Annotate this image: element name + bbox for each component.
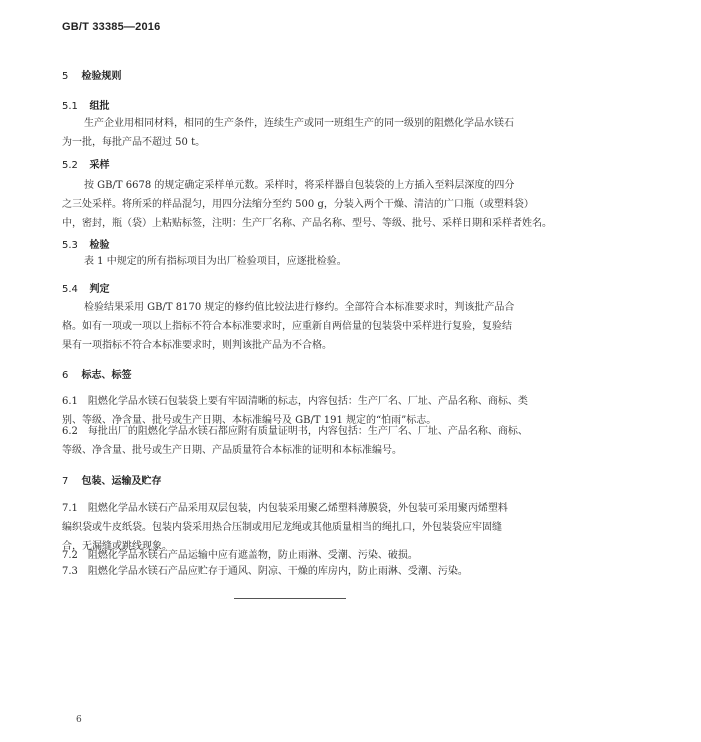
section-5-heading	[62, 67, 121, 82]
text-line: 果有一项指标不符合本标准要求时，则判该批产品为不合格。	[62, 340, 332, 351]
standard-code: GB/T 33385—2016	[62, 21, 161, 33]
page-number: 6	[76, 715, 82, 725]
text-line: 等级、净含量、批号或生产日期、产品质量符合本标准的证明和本标准编号。	[62, 445, 402, 456]
section-7-3-body	[62, 562, 634, 581]
text-line: 之三处采样。将所采的样品混匀，用四分法缩分至约 500 g，分装入两个干燥、清洁的广口瓶（或塑料袋）	[62, 199, 534, 210]
section-5-2-heading	[62, 156, 109, 171]
text-line: 检验结果采用 GB/T 8170 规定的修约值比较法进行修约。全部符合本标准要求时，判该批产品合	[84, 302, 515, 313]
end-rule	[234, 598, 346, 599]
text-line: 合，无漏缝或跳线现象。	[62, 541, 172, 552]
section-title: 包装、运输及贮存	[81, 476, 162, 487]
text-line: 编织袋或牛皮纸袋。包装内袋采用热合压制或用尼龙绳或其他质量相当的绳扎口，外包装袋应牢固缝	[62, 522, 502, 533]
section-5-4-heading	[62, 280, 109, 295]
section-5-4-body	[62, 298, 634, 355]
section-number: 5.3	[62, 240, 78, 251]
section-5-3-body	[62, 252, 634, 271]
section-5-1-body	[62, 114, 634, 152]
section-title: 检验规则	[81, 71, 122, 82]
section-title: 判定	[89, 284, 110, 295]
section-number: 5.4	[62, 284, 78, 295]
text-line: 生产企业用相同材料，相同的生产条件，连续生产或同一班组生产的同一级别的阻燃化学品水镁石	[84, 118, 514, 129]
section-title: 组批	[89, 101, 110, 112]
text-line: 中，密封，瓶（袋）上粘贴标签，注明：生产厂名称、产品名称、型号、等级、批号、采样日期和采样者姓名。	[62, 218, 552, 229]
section-6-heading	[62, 366, 131, 381]
section-title: 检验	[89, 240, 110, 251]
section-6-2-body	[62, 422, 634, 460]
text-line: 按 GB/T 6678 的规定确定采样单元数。采样时，将采样器自包装袋的上方插入至料层深度的四分	[84, 180, 515, 191]
section-number: 5.1	[62, 101, 78, 112]
section-7-heading	[62, 472, 161, 487]
text-line: 表 1 中规定的所有指标项目为出厂检验项目，应逐批检验。	[84, 256, 347, 267]
section-number: 6	[62, 370, 69, 381]
text-line: 为一批，每批产品不超过 50 t。	[62, 137, 206, 148]
text-line: 7.1 阻燃化学品水镁石产品采用双层包装，内包装采用聚乙烯塑料薄膜袋，外包装可采用聚丙烯塑料	[62, 503, 508, 514]
section-title: 标志、标签	[81, 370, 132, 381]
section-5-1-heading	[62, 97, 109, 112]
text-line: 7.2 阻燃化学品水镁石产品运输中应有遮盖物，防止雨淋、受潮、污染、破损。	[62, 550, 418, 561]
text-line: 6.2 每批出厂的阻燃化学品水镁石都应附有质量证明书，内容包括：生产厂名、厂址、产品名称、商标、	[62, 426, 528, 437]
section-5-2-body	[62, 176, 634, 233]
section-number: 7	[62, 476, 69, 487]
text-line: 7.3 阻燃化学品水镁石产品应贮存于通风、阴凉、干燥的库房内，防止雨淋、受潮、污染。	[62, 566, 468, 577]
text-line: 别、等级、净含量、批号或生产日期、本标准编号及 GB/T 191 规定的“怕雨”标志。	[62, 415, 437, 426]
section-5-3-heading	[62, 236, 109, 251]
text-line: 格。如有一项或一项以上指标不符合本标准要求时，应重新自两倍量的包装袋中采样进行复验，复验结	[62, 321, 512, 332]
section-title: 采样	[89, 160, 110, 171]
section-number: 5	[62, 71, 69, 82]
text-line: 6.1 阻燃化学品水镁石包装袋上要有牢固清晰的标志，内容包括：生产厂名、厂址、产品名称、商标、类	[62, 396, 528, 407]
section-number: 5.2	[62, 160, 78, 171]
